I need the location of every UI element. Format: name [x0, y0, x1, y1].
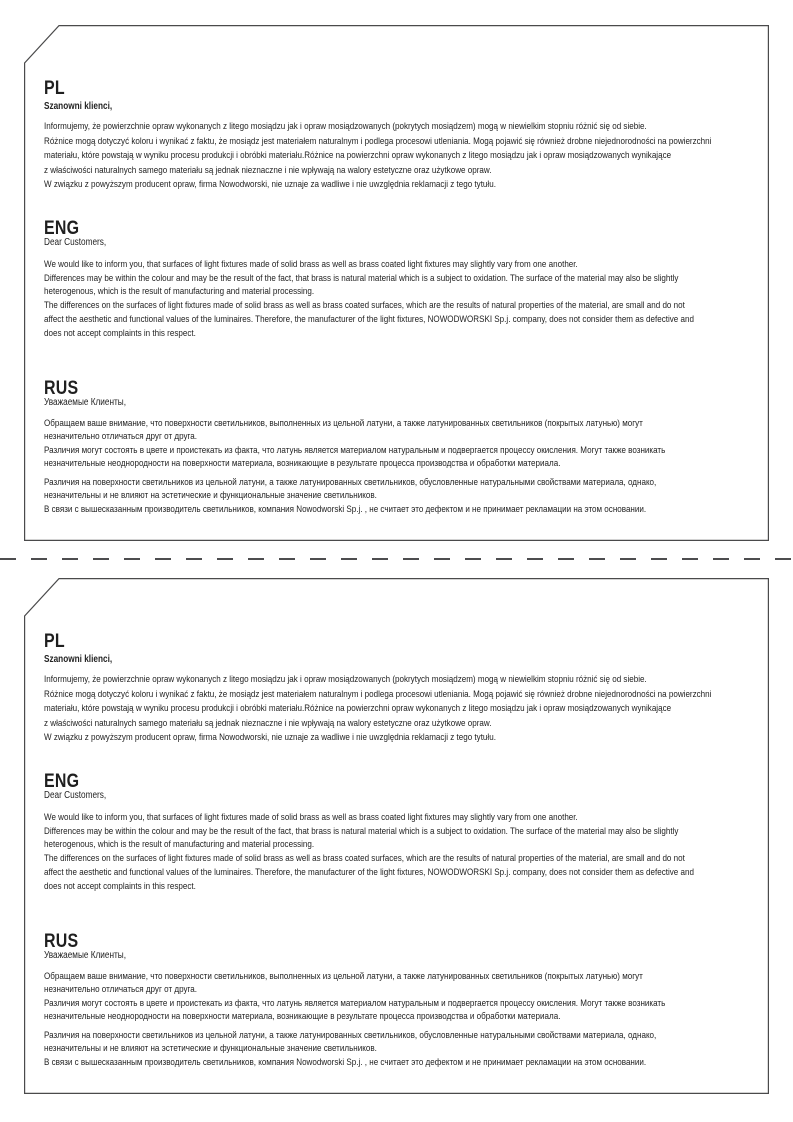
- pl-heading: PL: [44, 631, 65, 652]
- rus-heading: RUS: [44, 931, 79, 952]
- notice-card-bottom: [24, 578, 769, 1094]
- pl-body: Informujemy, że powierzchnie opraw wykonanych z litego mosiądzu jak i opraw mosiądzowanych (pokrytych mosiądzem) mogą w niewielkim stopniu różnić się od siebie. Różnice mogą dotyczyć koloru i wynikać z faktu, że mosiądz jest materiałem naturalnym i podlega procesowi utleniania. Mogą pojawić się również drobne niejednorodności na powierzchni materiału, które powstają w wyniku procesu produkcji i obróbki materiału.Różnice na powierzchni opraw wykonanych z litego mosiądzu jak i opraw mosiądzowanych wynikające z właściwości naturalnych samego materiału są jednak nieznaczne i nie wpływają na walory estetyczne oraz użytkowe opraw. W związku z powyższym producent opraw, firma Nowodworski, nie uznaje za wadliwe i nie uwzględnia reklamacji z tego tytułu.: [44, 674, 712, 743]
- rus-body: [44, 417, 665, 516]
- card-content: [44, 25, 760, 541]
- rus-salutation: Уважаемые Клиенты,: [44, 950, 127, 961]
- pl-heading: PL: [44, 78, 65, 99]
- pl-body: Informujemy, że powierzchnie opraw wykonanych z litego mosiądzu jak i opraw mosiądzowanych (pokrytych mosiądzem) mogą w niewielkim stopniu różnić się od siebie. Różnice mogą dotyczyć koloru i wynikać z faktu, że mosiądz jest materiałem naturalnym i podlega procesowi utleniania. Mogą pojawić się również drobne niejednorodności na powierzchni materiału, które powstają w wyniku procesu produkcji i obróbki materiału.Różnice na powierzchni opraw wykonanych z litego mosiądzu jak i opraw mosiądzowanych wynikające z właściwości naturalnych samego materiału są jednak nieznaczne i nie wpływają na walory estetyczne oraz użytkowe opraw. W związku z powyższym producent opraw, firma Nowodworski, nie uznaje za wadliwe i nie uwzględnia reklamacji z tego tytułu.: [44, 121, 712, 190]
- rus-body: [44, 970, 665, 1069]
- rus-heading: RUS: [44, 378, 79, 399]
- eng-heading: ENG: [44, 218, 80, 239]
- pl-salutation: Szanowni klienci,: [44, 101, 113, 112]
- eng-heading: ENG: [44, 771, 80, 792]
- pl-salutation: Szanowni klienci,: [44, 654, 113, 665]
- rus-paragraph-1: Обращаем ваше внимание, что поверхности светильников, выполненных из цельной латуни, а также латунированных светильников (покрытых латунью) могут незначительно отличаться друг от друга. Различия могут состоять в цвете и проистекать из факта, что латунь является материалом натуральным и подвергается процессу окисления. Могут также возникать незначительные неоднородности на поверхности материала, возникающие в результате процесса производства и обработки материала.: [44, 418, 666, 469]
- notice-card-top: [24, 25, 769, 541]
- eng-salutation: Dear Customers,: [44, 237, 107, 248]
- dashed-cut-line: [0, 558, 793, 560]
- eng-body: We would like to inform you, that surfaces of light fixtures made of solid brass as well as brass coated light fixtures may slightly vary from one another. Differences may be within the colour and may be the result of the fact, that brass is natural material which is a subject to oxidation. The surface of the material may also be slightly heterogenous, which is the result of manufacturing and material processing. The differences on the surfaces of light fixtures made of solid brass as well as brass coated surfaces, which are the results of natural properties of the material, are small and do not affect the aesthetic and functional values of the luminaires. Therefore, the manufacturer of the light fixtures, NOWODWORSKI Sp.j. company, does not consider them as defective and does not accept complaints in this respect.: [44, 812, 694, 892]
- rus-salutation: Уважаемые Клиенты,: [44, 397, 127, 408]
- card-content: [44, 578, 760, 1094]
- eng-salutation: Dear Customers,: [44, 790, 107, 801]
- rus-paragraph-2: Различия на поверхности светильников из цельной латуни, а также латунированных светильников, обусловленные натуральными свойствами материала, однако, незначительны и не влияют на эстетические и функциональные значение светильников. В связи с вышесказанным производитель светильников, компания Nowodworski Sp.j. , не считает это дефектом и не принимает рекламации на этом основании.: [44, 477, 657, 515]
- rus-paragraph-1: Обращаем ваше внимание, что поверхности светильников, выполненных из цельной латуни, а также латунированных светильников (покрытых латунью) могут незначительно отличаться друг от друга. Различия могут состоять в цвете и проистекать из факта, что латунь является материалом натуральным и подвергается процессу окисления. Могут также возникать незначительные неоднородности на поверхности материала, возникающие в результате процесса производства и обработки материала.: [44, 971, 666, 1022]
- eng-body: We would like to inform you, that surfaces of light fixtures made of solid brass as well as brass coated light fixtures may slightly vary from one another. Differences may be within the colour and may be the result of the fact, that brass is natural material which is a subject to oxidation. The surface of the material may also be slightly heterogenous, which is the result of manufacturing and material processing. The differences on the surfaces of light fixtures made of solid brass as well as brass coated surfaces, which are the results of natural properties of the material, are small and do not affect the aesthetic and functional values of the luminaires. Therefore, the manufacturer of the light fixtures, NOWODWORSKI Sp.j. company, does not consider them as defective and does not accept complaints in this respect.: [44, 259, 694, 339]
- rus-paragraph-2: Различия на поверхности светильников из цельной латуни, а также латунированных светильников, обусловленные натуральными свойствами материала, однако, незначительны и не влияют на эстетические и функциональные значение светильников. В связи с вышесказанным производитель светильников, компания Nowodworski Sp.j. , не считает это дефектом и не принимает рекламации на этом основании.: [44, 1030, 657, 1068]
